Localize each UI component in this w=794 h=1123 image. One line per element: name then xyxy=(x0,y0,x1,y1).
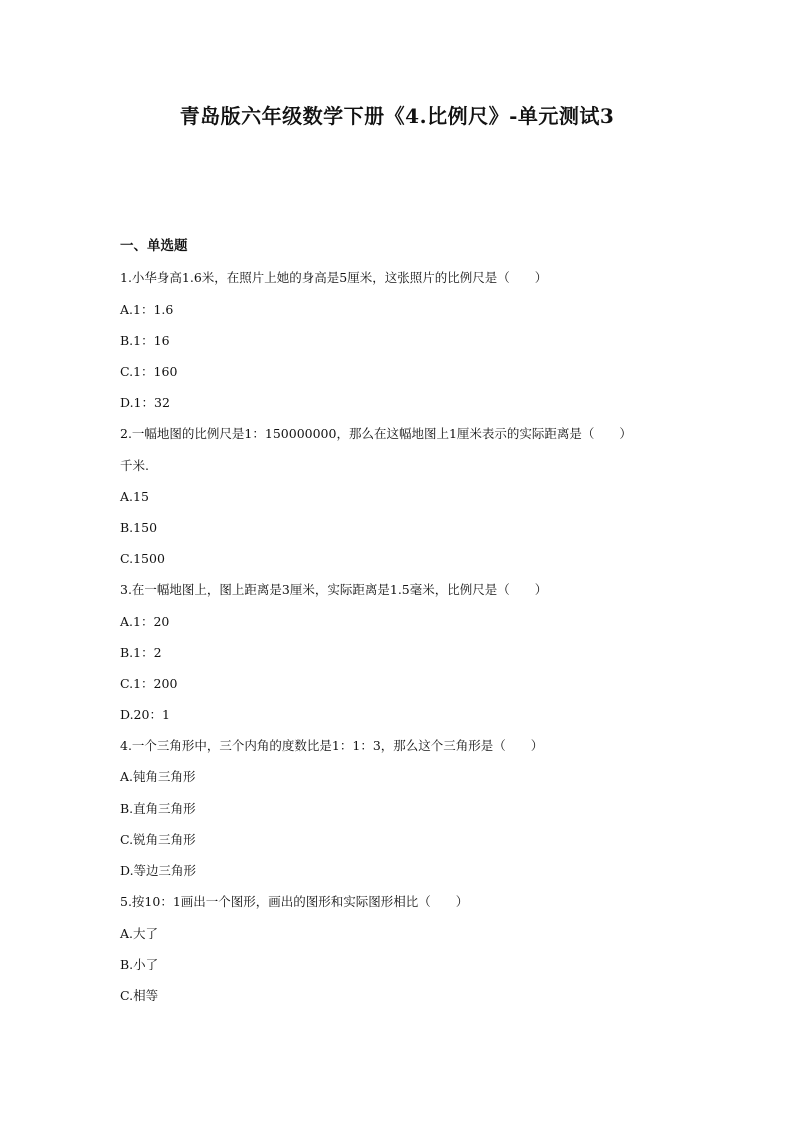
question-1-stem: 1.小华身高1.6米，在照片上她的身高是5厘米，这张照片的比例尺是（ ） xyxy=(120,270,548,285)
question-5-option-a: A.大了 xyxy=(120,926,159,941)
question-4-option-b: B.直角三角形 xyxy=(120,801,196,816)
section-heading: 一、单选题 xyxy=(120,238,188,254)
question-1-option-d: D.1：32 xyxy=(120,395,170,410)
question-3-option-d: D.20：1 xyxy=(120,707,170,722)
question-2-stem: 2.一幅地图的比例尺是1：150000000，那么在这幅地图上1厘米表示的实际距离是（ ） xyxy=(120,426,632,441)
question-1-option-c: C.1：160 xyxy=(120,364,178,379)
question-2-option-c: C.1500 xyxy=(120,551,165,566)
document-title: 青岛版六年级数学下册《4.比例尺》-单元测试3 xyxy=(179,104,615,128)
question-4-option-a: A.钝角三角形 xyxy=(120,769,196,784)
question-2-stem-continued: 千米. xyxy=(120,458,149,473)
question-4-stem: 4.一个三角形中，三个内角的度数比是1：1：3，那么这个三角形是（ ） xyxy=(120,738,544,753)
question-2-option-b: B.150 xyxy=(120,520,158,535)
question-3-stem: 3.在一幅地图上，图上距离是3厘米，实际距离是1.5毫米，比例尺是（ ） xyxy=(120,582,548,597)
question-5-stem: 5.按10：1画出一个图形，画出的图形和实际图形相比（ ） xyxy=(120,894,469,909)
question-5-option-b: B.小了 xyxy=(120,957,159,972)
question-1-option-a: A.1：1.6 xyxy=(120,302,174,317)
question-1-option-b: B.1：16 xyxy=(120,333,170,348)
question-3-option-c: C.1：200 xyxy=(120,676,178,691)
question-3-option-b: B.1：2 xyxy=(120,645,162,660)
question-4-option-d: D.等边三角形 xyxy=(120,863,197,878)
question-3-option-a: A.1：20 xyxy=(120,614,170,629)
question-2-option-a: A.15 xyxy=(120,489,149,504)
question-5-option-c: C.相等 xyxy=(120,988,159,1003)
question-4-option-c: C.锐角三角形 xyxy=(120,832,196,847)
